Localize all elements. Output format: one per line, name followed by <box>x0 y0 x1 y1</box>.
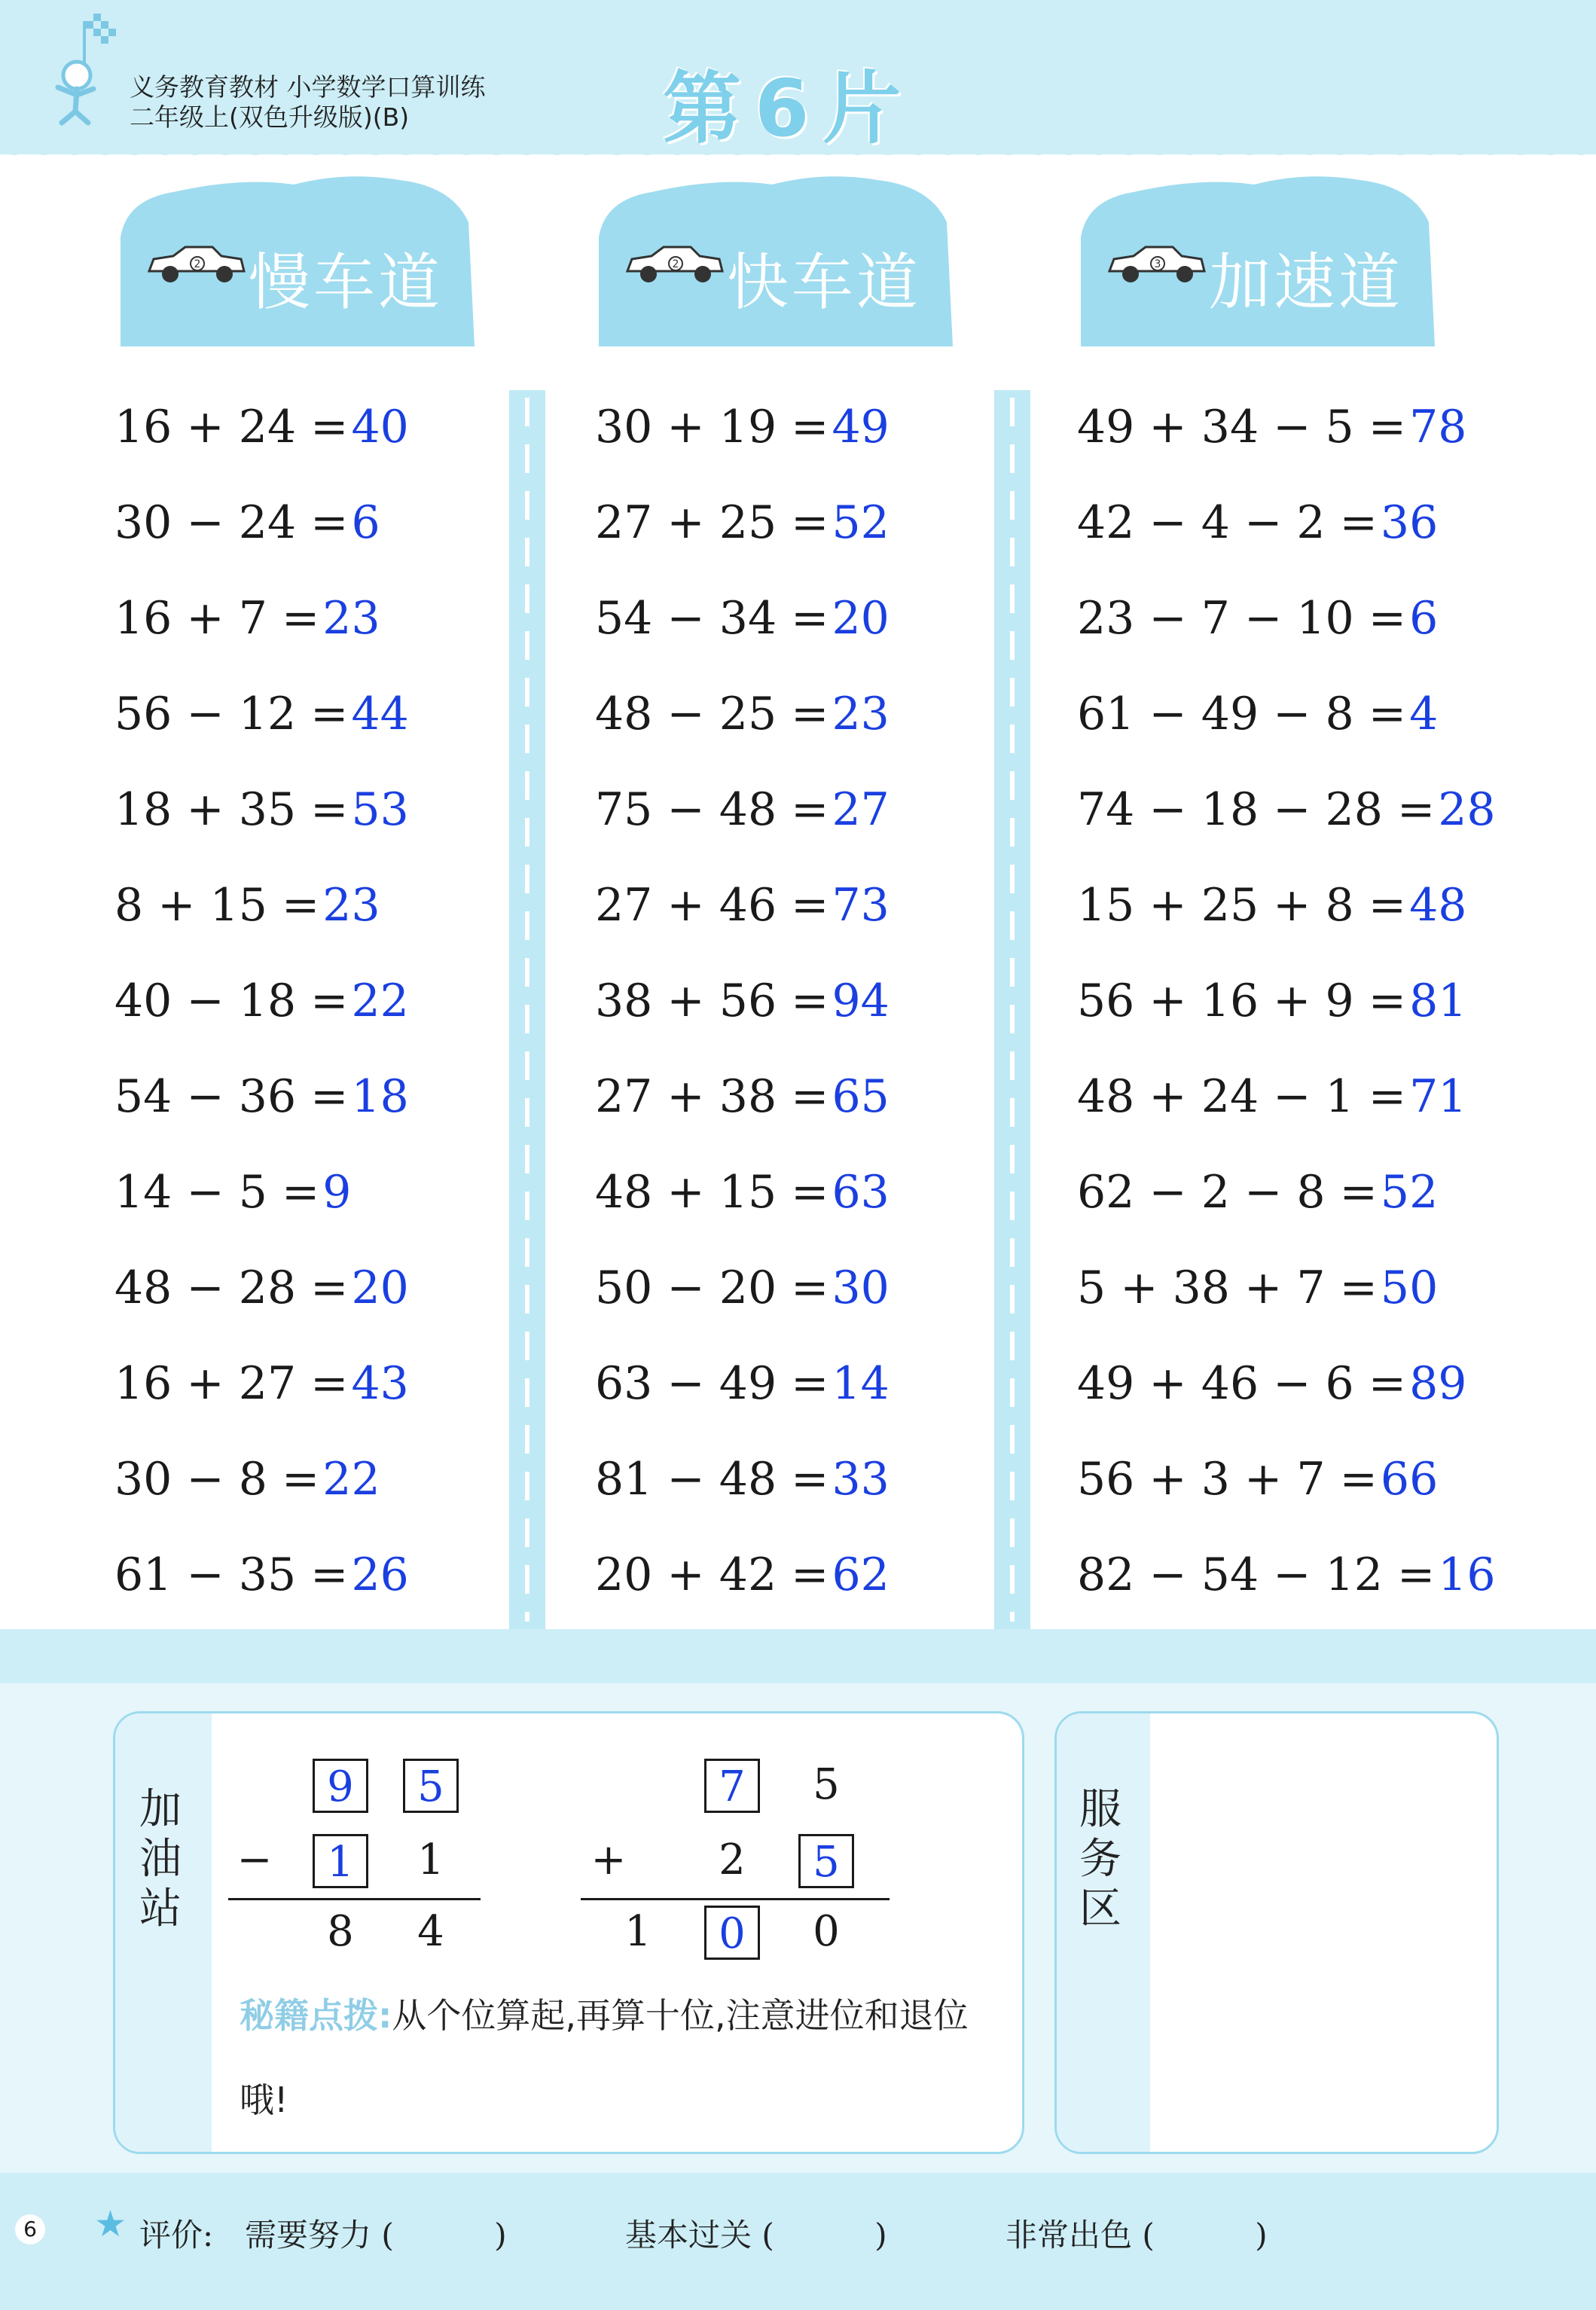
problem-column-accelerate <box>1077 401 1496 1644</box>
problem-expression: 30 − 24 = <box>114 496 349 549</box>
page-number: 6 <box>15 2214 45 2244</box>
problem-row <box>595 783 890 879</box>
digit: 8 <box>327 1907 354 1956</box>
problem-answer: 50 <box>1380 1262 1439 1314</box>
answer-box: 5 <box>798 1834 854 1888</box>
digit: 4 <box>417 1907 444 1956</box>
problem-answer: 63 <box>832 1166 890 1219</box>
problem-row <box>1077 1070 1496 1166</box>
problem-expression: 50 − 20 = <box>595 1262 829 1314</box>
answer-box: 7 <box>704 1759 760 1813</box>
problem-answer: 44 <box>351 688 409 740</box>
digit: 0 <box>813 1907 840 1956</box>
problem-answer: 73 <box>832 879 890 932</box>
car-number: 2 <box>672 258 679 270</box>
problem-answer: 6 <box>1409 592 1439 645</box>
problem-row <box>114 496 409 592</box>
tip-text <box>240 1973 1008 2142</box>
problem-expression: 63 − 49 = <box>595 1357 829 1410</box>
problem-expression: 23 − 7 − 10 = <box>1077 592 1407 645</box>
page-title: 第6片 <box>663 63 915 154</box>
problem-answer: 66 <box>1380 1453 1439 1506</box>
problem-answer: 27 <box>832 783 890 836</box>
star-icon: ★ <box>94 2203 127 2245</box>
problem-expression: 42 − 4 − 2 = <box>1077 496 1378 549</box>
series-title <box>130 72 486 133</box>
problem-expression: 48 − 25 = <box>595 688 829 740</box>
problem-row <box>595 1453 890 1549</box>
tip-body: 从个位算起,再算十位,注意进位和退位哦! <box>240 1995 969 2120</box>
problem-row <box>114 1453 409 1549</box>
gas-station-label: 加油站 <box>139 1785 182 1933</box>
problem-expression: 48 − 28 = <box>114 1262 349 1314</box>
problem-row <box>1077 1357 1496 1453</box>
problem-answer: 65 <box>832 1070 890 1123</box>
problem-answer: 16 <box>1438 1549 1496 1601</box>
problem-row <box>114 879 409 975</box>
problem-expression: 62 − 2 − 8 = <box>1077 1166 1378 1219</box>
problem-expression: 27 + 25 = <box>595 496 829 549</box>
problem-answer: 14 <box>832 1357 890 1410</box>
vertical-subtraction <box>228 1759 499 1954</box>
problem-row <box>1077 688 1496 783</box>
problem-expression: 81 − 48 = <box>595 1453 829 1506</box>
problem-answer: 28 <box>1438 783 1496 836</box>
problem-row <box>1077 1453 1496 1549</box>
digit: 2 <box>719 1835 746 1884</box>
problem-expression: 18 + 35 = <box>114 783 349 836</box>
problem-expression: 61 − 49 − 8 = <box>1077 688 1407 740</box>
problem-row <box>114 783 409 879</box>
evaluation-excellent: 非常出色 ( ) <box>1006 2217 1268 2254</box>
vertical-addition <box>590 1759 906 1958</box>
problem-expression: 75 − 48 = <box>595 783 829 836</box>
car-number: 2 <box>194 258 201 270</box>
evaluation-needs-work: 需要努力 ( ) <box>245 2217 507 2254</box>
answer-box: 5 <box>403 1759 459 1813</box>
gas-station-label-column <box>115 1713 212 2152</box>
lane-divider <box>994 390 1030 1629</box>
lane-title-accelerate: 加速道 <box>1209 247 1404 319</box>
problem-expression: 40 − 18 = <box>114 975 349 1027</box>
problem-answer: 18 <box>351 1070 409 1123</box>
problem-answer: 6 <box>351 496 380 549</box>
race-car-icon <box>143 241 249 286</box>
plus-sign: + <box>590 1835 627 1884</box>
problem-answer: 23 <box>322 592 380 645</box>
lane-header-accelerate <box>1081 169 1435 346</box>
problem-answer: 40 <box>351 401 409 453</box>
problem-row <box>114 1357 409 1453</box>
race-car-icon <box>1103 241 1209 286</box>
problem-answer: 23 <box>832 688 890 740</box>
problem-row <box>595 496 890 592</box>
answer-box: 0 <box>704 1906 760 1960</box>
footer-band <box>0 2173 1596 2310</box>
problem-answer: 52 <box>1380 1166 1439 1219</box>
problem-expression: 5 + 38 + 7 = <box>1077 1262 1378 1314</box>
problem-expression: 27 + 46 = <box>595 879 829 932</box>
tip-label: 秘籍点拨: <box>240 1995 392 2036</box>
problem-expression: 16 + 24 = <box>114 401 349 453</box>
problem-row <box>1077 975 1496 1070</box>
problem-answer: 49 <box>832 401 890 453</box>
problem-answer: 20 <box>351 1262 409 1314</box>
problem-row <box>595 1070 890 1166</box>
problem-row <box>1077 783 1496 879</box>
lane-header-fast <box>599 169 953 346</box>
problem-row <box>1077 879 1496 975</box>
problem-answer: 26 <box>351 1549 409 1601</box>
problem-expression: 48 + 15 = <box>595 1166 829 1219</box>
lane-header-slow <box>121 169 475 346</box>
problem-row <box>595 1357 890 1453</box>
problem-answer: 62 <box>832 1549 890 1601</box>
problem-column-fast <box>595 401 890 1644</box>
gas-station-panel <box>113 1711 1024 2154</box>
problem-answer: 53 <box>351 783 409 836</box>
problem-expression: 8 + 15 = <box>114 879 320 932</box>
digit: 1 <box>417 1835 444 1884</box>
problem-answer: 4 <box>1409 688 1439 740</box>
problem-expression: 56 − 12 = <box>114 688 349 740</box>
problem-answer: 48 <box>1409 879 1467 932</box>
car-number: 3 <box>1154 258 1161 270</box>
digit: 1 <box>624 1907 652 1956</box>
problem-row <box>114 1070 409 1166</box>
problem-answer: 52 <box>832 496 890 549</box>
lane-title-slow: 慢车道 <box>249 247 444 319</box>
race-car-icon <box>621 241 727 286</box>
problem-row <box>595 401 890 496</box>
problem-answer: 22 <box>322 1453 380 1506</box>
calc-rule <box>228 1898 481 1900</box>
problem-expression: 54 − 34 = <box>595 592 829 645</box>
problem-row <box>1077 496 1496 592</box>
problem-expression: 56 + 16 + 9 = <box>1077 975 1407 1027</box>
problem-column-slow <box>114 401 409 1644</box>
problem-row <box>114 1262 409 1357</box>
problem-expression: 27 + 38 = <box>595 1070 829 1123</box>
series-line-1: 义务教育教材 小学数学口算训练 <box>130 72 486 102</box>
problem-expression: 54 − 36 = <box>114 1070 349 1123</box>
problem-answer: 33 <box>832 1453 890 1506</box>
problem-answer: 94 <box>832 975 890 1027</box>
problem-expression: 49 + 46 − 6 = <box>1077 1357 1407 1410</box>
answer-box: 9 <box>313 1759 368 1813</box>
problem-expression: 56 + 3 + 7 = <box>1077 1453 1378 1506</box>
problem-answer: 20 <box>832 592 890 645</box>
problem-row <box>595 688 890 783</box>
problem-answer: 30 <box>832 1262 890 1314</box>
problem-answer: 22 <box>351 975 409 1027</box>
problem-answer: 89 <box>1409 1357 1467 1410</box>
problem-row <box>595 1166 890 1262</box>
problem-row <box>1077 1166 1496 1262</box>
problem-row <box>1077 592 1496 688</box>
problem-expression: 15 + 25 + 8 = <box>1077 879 1407 932</box>
problem-row <box>114 592 409 688</box>
problem-row <box>1077 1262 1496 1357</box>
problem-answer: 78 <box>1409 401 1467 453</box>
problem-expression: 48 + 24 − 1 = <box>1077 1070 1407 1123</box>
problem-expression: 49 + 34 − 5 = <box>1077 401 1407 453</box>
problem-answer: 23 <box>322 879 380 932</box>
problem-expression: 16 + 7 = <box>114 592 320 645</box>
problem-answer: 81 <box>1409 975 1467 1027</box>
problem-expression: 61 − 35 = <box>114 1549 349 1601</box>
problem-row <box>114 975 409 1070</box>
problem-row <box>114 688 409 783</box>
problem-expression: 74 − 18 − 28 = <box>1077 783 1436 836</box>
answer-box: 1 <box>313 1834 368 1888</box>
problem-expression: 30 + 19 = <box>595 401 829 453</box>
series-line-2: 二年级上(双色升级版)(B) <box>130 102 410 132</box>
evaluation-label: 评价: <box>139 2217 214 2254</box>
problem-answer: 9 <box>322 1166 352 1219</box>
problem-row <box>595 975 890 1070</box>
lane-title-fast: 快车道 <box>727 247 922 319</box>
evaluation-basic-pass: 基本过关 ( ) <box>625 2217 887 2254</box>
problem-answer: 71 <box>1409 1070 1467 1123</box>
problem-expression: 30 − 8 = <box>114 1453 320 1506</box>
problem-row <box>595 879 890 975</box>
minus-sign: − <box>237 1835 273 1884</box>
problem-expression: 16 + 27 = <box>114 1357 349 1410</box>
lane-divider <box>509 390 545 1629</box>
mascot-logo-icon <box>47 14 130 127</box>
problem-answer: 36 <box>1380 496 1439 549</box>
service-area-label-column <box>1057 1713 1150 2152</box>
problem-row <box>595 592 890 688</box>
digit: 5 <box>813 1760 840 1809</box>
problem-row <box>114 1166 409 1262</box>
service-area-panel <box>1054 1711 1499 2154</box>
problem-expression: 14 − 5 = <box>114 1166 320 1219</box>
calc-rule <box>581 1898 890 1900</box>
problem-row <box>595 1262 890 1357</box>
problem-expression: 82 − 54 − 12 = <box>1077 1549 1436 1601</box>
section-divider-band <box>0 1629 1596 1683</box>
problem-row <box>114 401 409 496</box>
service-area-label: 服务区 <box>1079 1785 1121 1933</box>
problem-expression: 20 + 42 = <box>595 1549 829 1601</box>
problem-expression: 38 + 56 = <box>595 975 829 1027</box>
problem-answer: 43 <box>351 1357 409 1410</box>
problem-row <box>1077 401 1496 496</box>
